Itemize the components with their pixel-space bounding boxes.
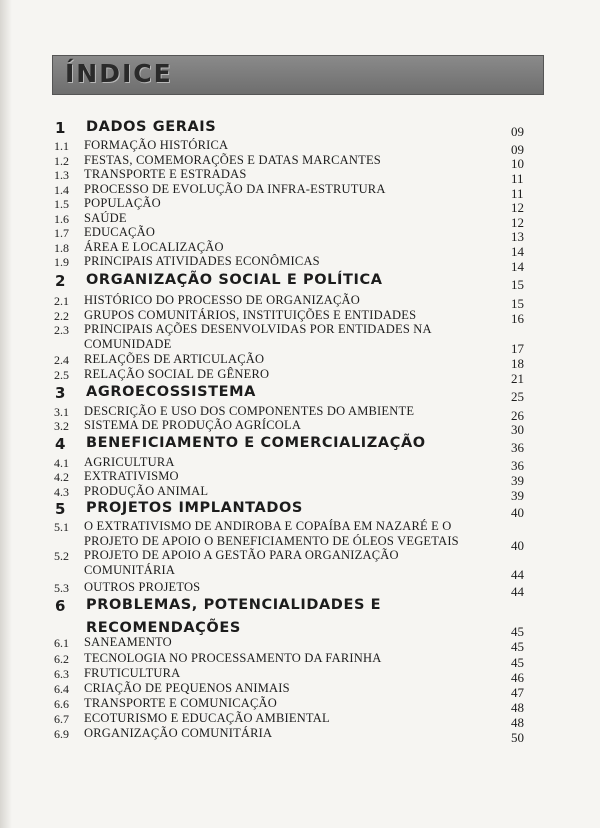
toc-entry-number: 5.2 xyxy=(54,549,69,563)
toc-entry-number: 4 xyxy=(55,435,66,453)
toc-entry-number: 2.1 xyxy=(54,294,69,308)
toc-entry-title: EDUCAÇÃO xyxy=(84,225,156,239)
toc-entry-title: HISTÓRICO DO PROCESSO DE ORGANIZAÇÃO xyxy=(84,293,360,307)
toc-page-number: 13 xyxy=(511,229,524,244)
toc-entry-number: 2.2 xyxy=(54,309,69,323)
toc-entry-number: 1 xyxy=(55,119,66,137)
toc-entry-title: DADOS GERAIS xyxy=(86,119,217,135)
toc-entry-title: FESTAS, COMEMORAÇÕES E DATAS MARCANTES xyxy=(84,153,381,167)
toc-page-number: 44 xyxy=(511,567,524,582)
toc-entry-title: RELAÇÕES DE ARTICULAÇÃO xyxy=(84,352,265,366)
toc-entry-number: 6.4 xyxy=(54,682,69,696)
toc-entry-title-continued: PROJETO DE APOIO O BENEFICIAMENTO DE ÓLEOS VEGETAIS xyxy=(84,534,459,548)
toc-entry-number: 6.3 xyxy=(54,667,69,681)
toc-page-number: 12 xyxy=(511,200,524,215)
toc-page-number: 14 xyxy=(511,244,524,259)
toc-entry-number: 6.9 xyxy=(54,727,69,741)
toc-entry-number: 6.7 xyxy=(54,712,69,726)
toc-page-number: 44 xyxy=(511,584,524,599)
toc-page-number: 45 xyxy=(511,655,524,670)
toc-entry-title: SAÚDE xyxy=(84,211,127,225)
toc-entry-title: CRIAÇÃO DE PEQUENOS ANIMAIS xyxy=(84,681,290,695)
toc-entry-number: 6.1 xyxy=(54,636,69,650)
toc-page-number: 10 xyxy=(511,156,524,171)
toc-page-number: 26 xyxy=(511,408,524,423)
page-title: ÍNDICE xyxy=(65,59,173,88)
toc-entry-number: 3.2 xyxy=(54,419,69,433)
toc-page-number: 47 xyxy=(511,685,524,700)
toc-page-number: 25 xyxy=(511,389,524,404)
toc-entry-number: 1.5 xyxy=(54,197,69,211)
toc-entry-number: 6.2 xyxy=(54,652,69,666)
toc-entry-number: 2.5 xyxy=(54,368,69,382)
toc-page-number: 48 xyxy=(511,700,524,715)
toc-page-number: 16 xyxy=(511,311,524,326)
toc-page-number: 09 xyxy=(511,124,524,139)
toc-entry-title: FORMAÇÃO HISTÓRICA xyxy=(84,138,229,152)
toc-entry-title: DESCRIÇÃO E USO DOS COMPONENTES DO AMBIENTE xyxy=(84,404,415,418)
toc-entry-title: O EXTRATIVISMO DE ANDIROBA E COPAÍBA EM NAZARÉ E O xyxy=(84,519,452,533)
toc-entry-title: PROJETOS IMPLANTADOS xyxy=(86,500,303,516)
toc-page-number: 09 xyxy=(511,142,524,157)
toc-entry-number: 1.7 xyxy=(54,226,69,240)
toc-page-number: 17 xyxy=(511,341,524,356)
toc-entry-title: AGROECOSSISTEMA xyxy=(86,384,257,400)
toc-entry-number: 4.2 xyxy=(54,470,69,484)
toc-entry-title: TRANSPORTE E ESTRADAS xyxy=(84,167,247,181)
toc-page-number: 36 xyxy=(511,458,524,473)
toc-page-number: 39 xyxy=(511,473,524,488)
toc-entry-number: 5.1 xyxy=(54,520,69,534)
toc-page-number: 48 xyxy=(511,715,524,730)
toc-page-number: 46 xyxy=(511,670,524,685)
toc-entry-title: ORGANIZAÇÃO SOCIAL E POLÍTICA xyxy=(86,272,383,288)
toc-entry-title-continued: COMUNITÁRIA xyxy=(84,563,176,577)
toc-entry-number: 2.4 xyxy=(54,353,69,367)
toc-entry-number: 1.3 xyxy=(54,168,69,182)
toc-entry-title: RELAÇÃO SOCIAL DE GÊNERO xyxy=(84,367,270,381)
toc-entry-title: AGRICULTURA xyxy=(84,455,175,469)
toc-entry-title: TRANSPORTE E COMUNICAÇÃO xyxy=(84,696,277,710)
toc-page-number: 15 xyxy=(511,296,524,311)
toc-entry-number: 1.6 xyxy=(54,212,69,226)
toc-page-number: 12 xyxy=(511,215,524,230)
toc-page-number: 39 xyxy=(511,488,524,503)
toc-entry-title: PROBLEMAS, POTENCIALIDADES E xyxy=(86,597,382,613)
toc-entry-number: 2 xyxy=(55,272,66,290)
toc-entry-number: 3 xyxy=(55,384,66,402)
toc-page-number: 11 xyxy=(511,171,524,186)
toc-page-number: 14 xyxy=(511,259,524,274)
toc-entry-title: ECOTURISMO E EDUCAÇÃO AMBIENTAL xyxy=(84,711,330,725)
toc-page-number: 50 xyxy=(511,730,524,745)
toc-entry-title: SISTEMA DE PRODUÇÃO AGRÍCOLA xyxy=(84,418,302,432)
toc-entry-number: 6.6 xyxy=(54,697,69,711)
toc-entry-title-continued: COMUNIDADE xyxy=(84,337,172,351)
toc-entry-title: PRINCIPAIS AÇÕES DESENVOLVIDAS POR ENTIDADES NA xyxy=(84,322,432,336)
toc-page-number: 21 xyxy=(511,371,524,386)
toc-entry-title: PROJETO DE APOIO A GESTÃO PARA ORGANIZAÇÃO xyxy=(84,548,399,562)
toc-entry-title: EXTRATIVISMO xyxy=(84,469,179,483)
toc-page-number: 40 xyxy=(511,505,524,520)
toc-entry-number: 1.4 xyxy=(54,183,69,197)
toc-entry-title: PRINCIPAIS ATIVIDADES ECONÔMICAS xyxy=(84,254,320,268)
toc-entry-number: 1.8 xyxy=(54,241,69,255)
toc-entry-number: 2.3 xyxy=(54,323,69,337)
toc-page-number: 40 xyxy=(511,538,524,553)
toc-entry-title: GRUPOS COMUNITÁRIOS, INSTITUIÇÕES E ENTIDADES xyxy=(84,308,417,322)
toc-page-number: 45 xyxy=(511,624,524,639)
toc-page-number: 36 xyxy=(511,440,524,455)
toc-entry-number: 4.1 xyxy=(54,456,69,470)
toc-entry-number: 3.1 xyxy=(54,405,69,419)
toc-entry-title: ÁREA E LOCALIZAÇÃO xyxy=(84,240,224,254)
toc-page-number: 11 xyxy=(511,186,524,201)
toc-entry-number: 5 xyxy=(55,500,66,518)
toc-entry-title: TECNOLOGIA NO PROCESSAMENTO DA FARINHA xyxy=(84,651,382,665)
toc-entry-number: 4.3 xyxy=(54,485,69,499)
toc-entry-title: PRODUÇÃO ANIMAL xyxy=(84,484,209,498)
toc-entry-title: BENEFICIAMENTO E COMERCIALIZAÇÃO xyxy=(86,435,426,451)
toc-page-number: 18 xyxy=(511,356,524,371)
toc-page-number: 30 xyxy=(511,422,524,437)
toc-entry-number: 6 xyxy=(55,597,66,615)
toc-entry-title: ORGANIZAÇÃO COMUNITÁRIA xyxy=(84,726,273,740)
toc-entry-title-continued: RECOMENDAÇÕES xyxy=(86,620,241,636)
toc-entry-number: 1.1 xyxy=(54,139,69,153)
toc-entry-number: 5.3 xyxy=(54,581,69,595)
toc-entry-title: PROCESSO DE EVOLUÇÃO DA INFRA-ESTRUTURA xyxy=(84,182,386,196)
toc-page-number: 15 xyxy=(511,277,524,292)
toc-entry-number: 1.2 xyxy=(54,154,69,168)
toc-page-number: 45 xyxy=(511,639,524,654)
toc-entry-title: SANEAMENTO xyxy=(84,635,172,649)
toc-entry-title: FRUTICULTURA xyxy=(84,666,181,680)
toc-entry-title: OUTROS PROJETOS xyxy=(84,580,201,594)
toc-entry-number: 1.9 xyxy=(54,255,69,269)
toc-entry-title: POPULAÇÃO xyxy=(84,196,161,210)
